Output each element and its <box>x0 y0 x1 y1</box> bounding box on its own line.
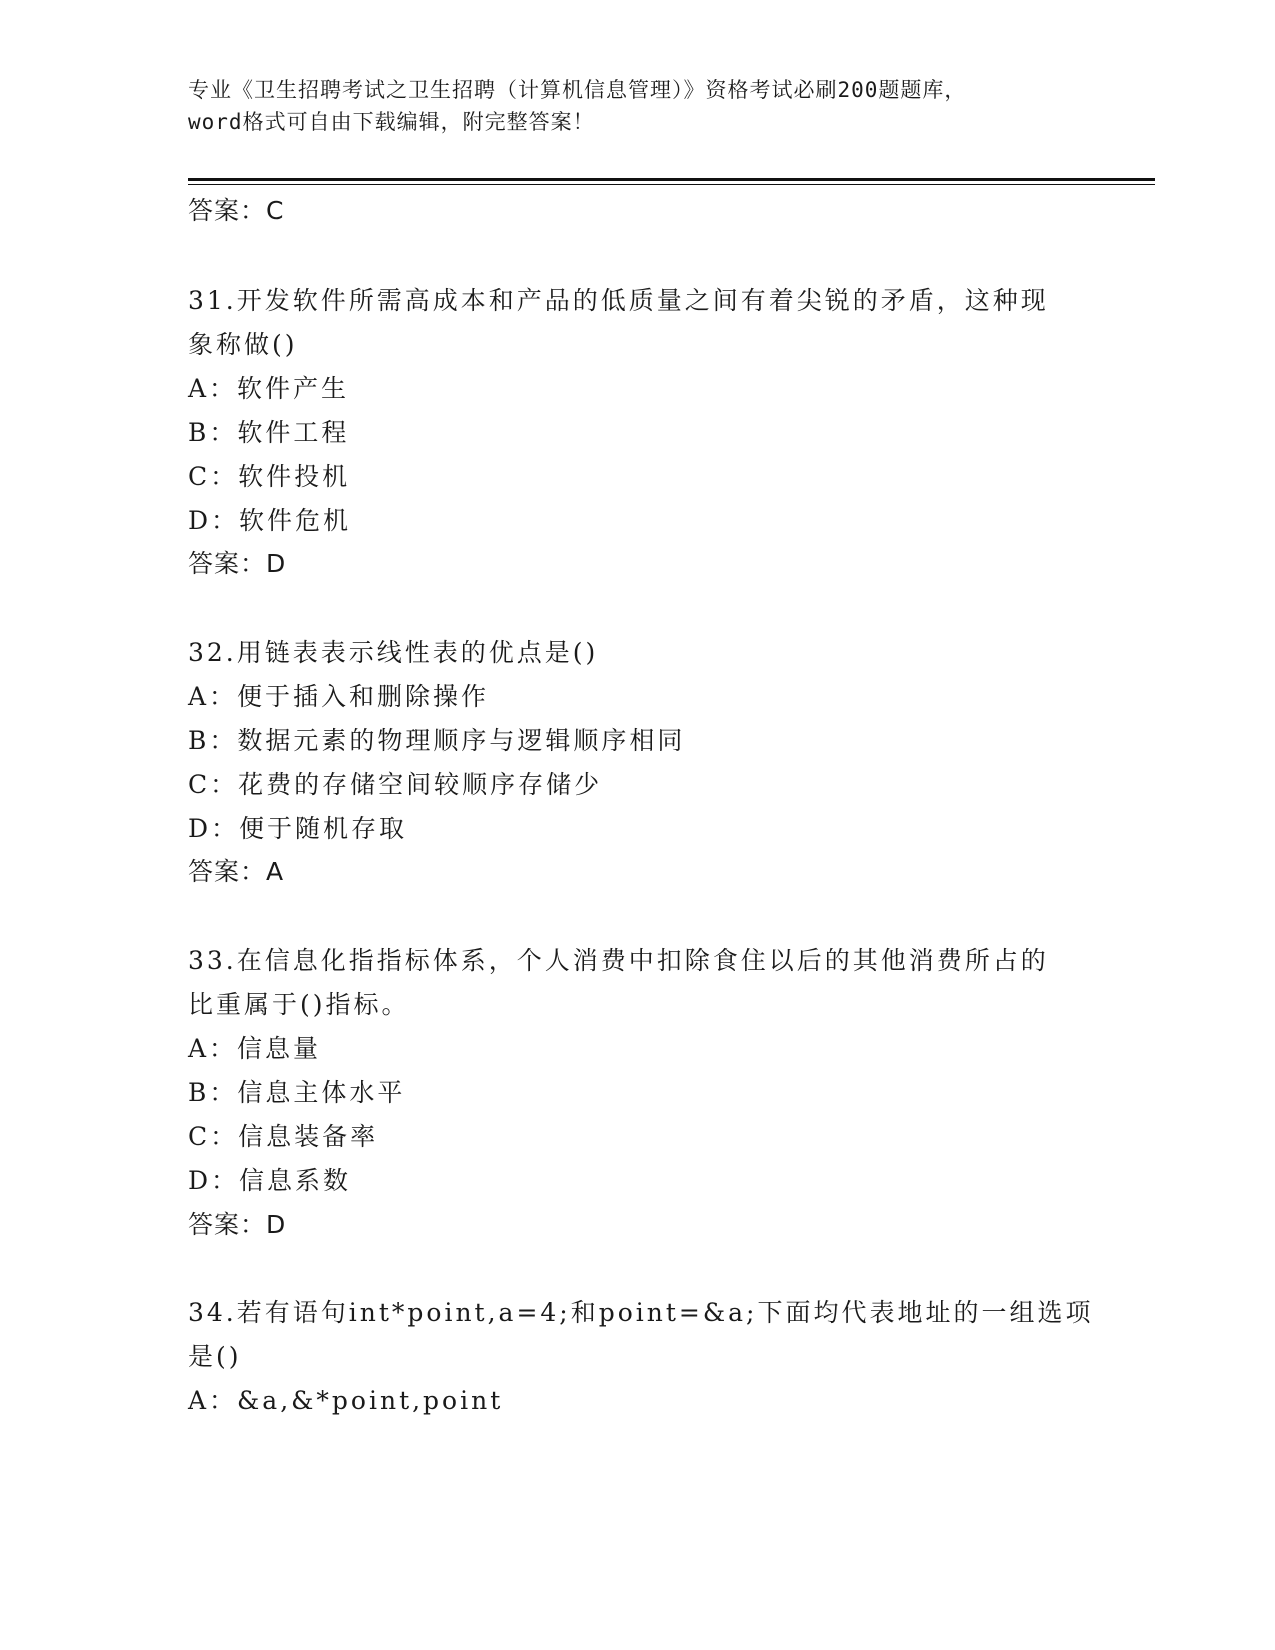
question-31-option-d: D：软件危机 <box>188 506 352 535</box>
header-line-1: 专业《卫生招聘考试之卫生招聘（计算机信息管理）》资格考试必刷200题题库， <box>188 78 967 102</box>
question-33-option-c: C：信息装备率 <box>188 1122 379 1151</box>
question-31-stem-line-2: 象称做() <box>188 330 298 359</box>
question-31-answer: 答案：D <box>188 549 287 578</box>
question-31-option-b: B：软件工程 <box>188 418 350 447</box>
question-32-option-d: D：便于随机存取 <box>188 814 408 843</box>
question-32-stem-line-1: 32.用链表表示线性表的优点是() <box>188 638 599 667</box>
header-divider-thick <box>188 178 1155 181</box>
question-33-option-d: D：信息系数 <box>188 1166 352 1195</box>
question-32-option-a: A：便于插入和删除操作 <box>188 682 490 711</box>
header-divider-thin <box>188 184 1155 185</box>
question-33-stem-line-1: 33.在信息化指指标体系，个人消费中扣除食住以后的其他消费所占的 <box>188 946 1049 975</box>
question-32-option-c: C：花费的存储空间较顺序存储少 <box>188 770 603 799</box>
question-33-option-a: A：信息量 <box>188 1034 322 1063</box>
question-33-stem-line-2: 比重属于()指标。 <box>188 990 410 1019</box>
header-line-2: word格式可自由下载编辑，附完整答案！ <box>188 110 595 134</box>
question-34-option-a: A：&a,&*point,point <box>188 1386 504 1415</box>
question-34-stem-line-1: 34.若有语句int*point,a=4;和point=&a;下面均代表地址的一组选项 <box>188 1298 1094 1327</box>
document-header <box>188 74 1088 138</box>
question-33-answer: 答案：D <box>188 1210 287 1239</box>
question-34-stem-line-2: 是() <box>188 1342 242 1371</box>
question-33-option-b: B：信息主体水平 <box>188 1078 406 1107</box>
question-32-option-b: B：数据元素的物理顺序与逻辑顺序相同 <box>188 726 686 755</box>
question-31-stem-line-1: 31.开发软件所需高成本和产品的低质量之间有着尖锐的矛盾，这种现 <box>188 286 1049 315</box>
previous-answer: 答案：C <box>188 196 285 225</box>
question-31-option-a: A：软件产生 <box>188 374 350 403</box>
question-32-answer: 答案：A <box>188 857 285 886</box>
question-31-option-c: C：软件投机 <box>188 462 351 491</box>
